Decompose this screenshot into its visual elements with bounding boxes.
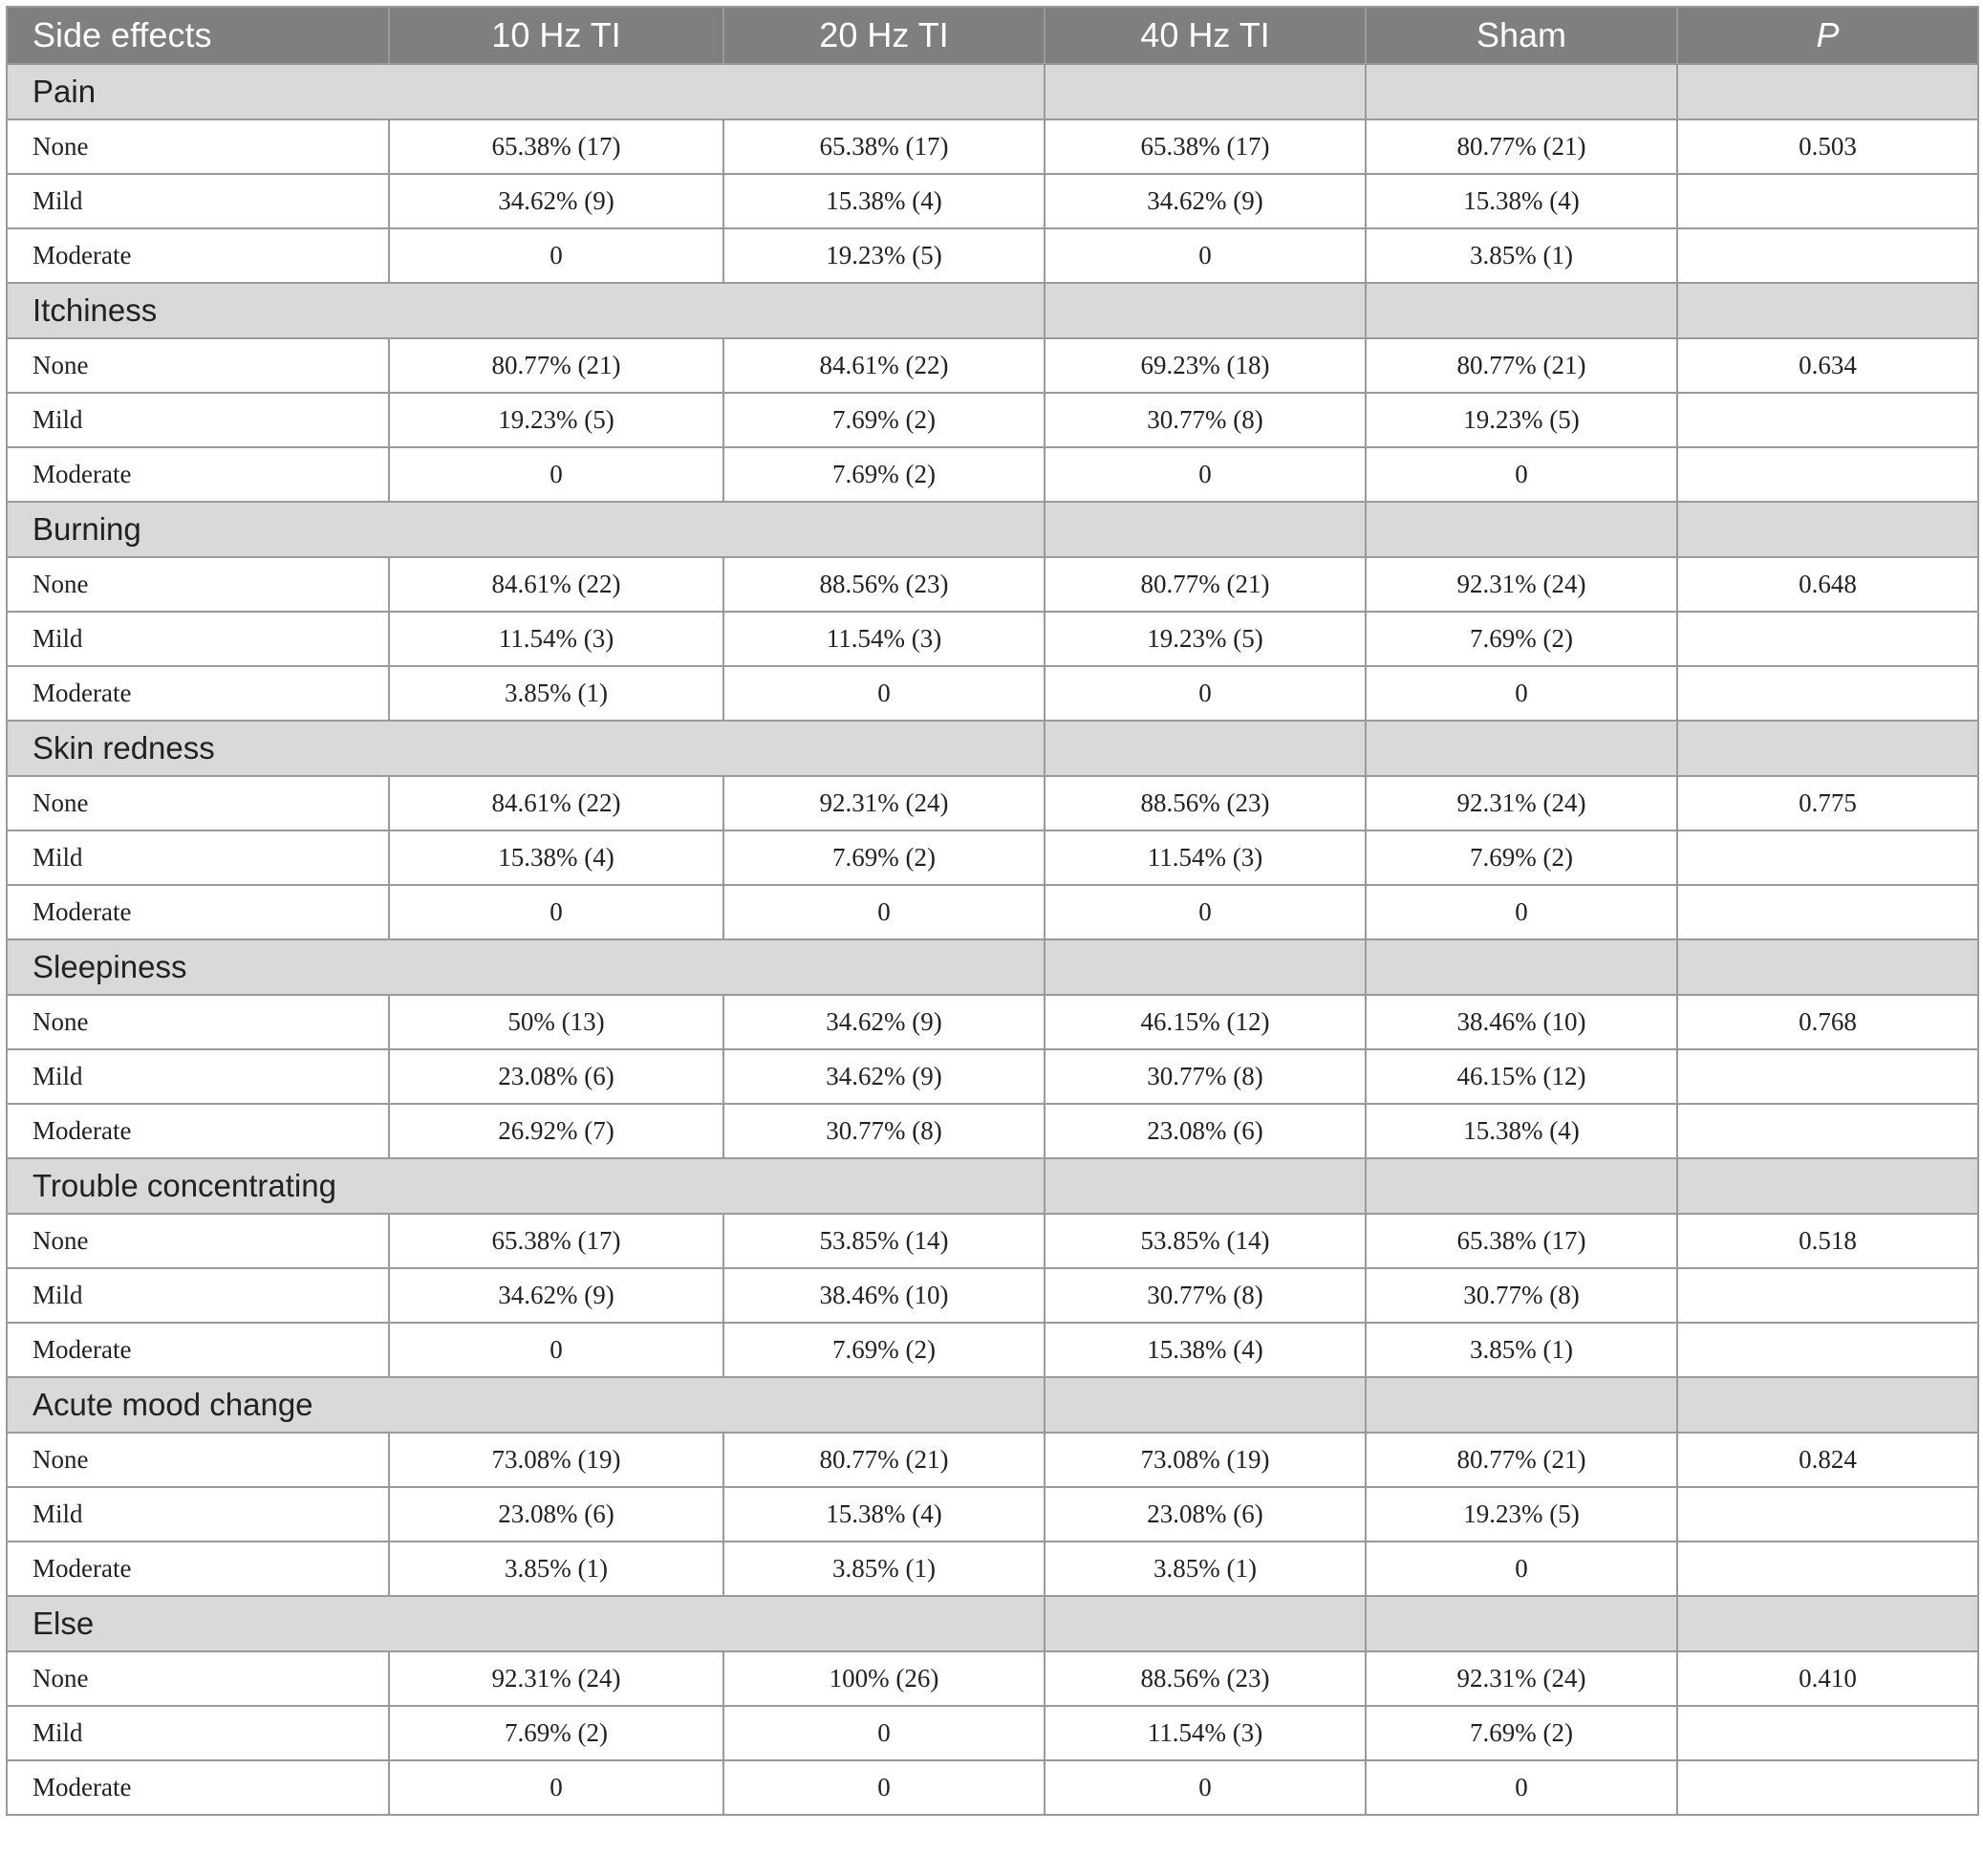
group-empty-cell bbox=[1045, 1596, 1366, 1651]
cell-10hz-ti: 3.85% (1) bbox=[389, 1542, 723, 1596]
group-label: Skin redness bbox=[7, 721, 1045, 776]
group-empty-cell bbox=[1677, 64, 1978, 119]
group-label: Trouble concentrating bbox=[7, 1158, 1045, 1214]
cell-p-value bbox=[1677, 1760, 1978, 1815]
header-40hz-ti: 40 Hz TI bbox=[1045, 7, 1366, 64]
severity-label: Moderate bbox=[7, 1104, 389, 1158]
cell-40hz-ti: 73.08% (19) bbox=[1045, 1433, 1366, 1487]
group-row bbox=[7, 1158, 1978, 1214]
cell-p-value: 0.768 bbox=[1677, 995, 1978, 1049]
table-row bbox=[7, 393, 1978, 447]
cell-10hz-ti: 34.62% (9) bbox=[389, 174, 723, 228]
cell-sham: 92.31% (24) bbox=[1366, 557, 1677, 612]
cell-20hz-ti: 7.69% (2) bbox=[723, 393, 1045, 447]
cell-10hz-ti: 3.85% (1) bbox=[389, 666, 723, 721]
cell-10hz-ti: 84.61% (22) bbox=[389, 557, 723, 612]
cell-p-value: 0.648 bbox=[1677, 557, 1978, 612]
cell-10hz-ti: 80.77% (21) bbox=[389, 338, 723, 393]
cell-p-value bbox=[1677, 1323, 1978, 1377]
severity-label: Moderate bbox=[7, 885, 389, 939]
cell-sham: 0 bbox=[1366, 1542, 1677, 1596]
cell-p-value: 0.824 bbox=[1677, 1433, 1978, 1487]
group-empty-cell bbox=[1045, 721, 1366, 776]
header-row bbox=[7, 7, 1978, 64]
cell-p-value bbox=[1677, 666, 1978, 721]
severity-label: Moderate bbox=[7, 1323, 389, 1377]
cell-sham: 80.77% (21) bbox=[1366, 119, 1677, 174]
cell-p-value: 0.775 bbox=[1677, 776, 1978, 830]
cell-sham: 19.23% (5) bbox=[1366, 393, 1677, 447]
cell-20hz-ti: 7.69% (2) bbox=[723, 830, 1045, 885]
cell-20hz-ti: 0 bbox=[723, 1760, 1045, 1815]
group-label: Itchiness bbox=[7, 283, 1045, 338]
cell-20hz-ti: 80.77% (21) bbox=[723, 1433, 1045, 1487]
severity-label: Moderate bbox=[7, 228, 389, 283]
cell-10hz-ti: 65.38% (17) bbox=[389, 119, 723, 174]
cell-20hz-ti: 34.62% (9) bbox=[723, 1049, 1045, 1104]
group-label: Acute mood change bbox=[7, 1377, 1045, 1433]
header-20hz-ti: 20 Hz TI bbox=[723, 7, 1045, 64]
cell-10hz-ti: 26.92% (7) bbox=[389, 1104, 723, 1158]
cell-40hz-ti: 0 bbox=[1045, 447, 1366, 502]
cell-20hz-ti: 15.38% (4) bbox=[723, 174, 1045, 228]
cell-p-value bbox=[1677, 1542, 1978, 1596]
severity-label: Moderate bbox=[7, 447, 389, 502]
cell-40hz-ti: 80.77% (21) bbox=[1045, 557, 1366, 612]
group-empty-cell bbox=[1677, 721, 1978, 776]
header-side-effects: Side effects bbox=[7, 7, 389, 64]
table-row bbox=[7, 119, 1978, 174]
cell-sham: 92.31% (24) bbox=[1366, 776, 1677, 830]
cell-40hz-ti: 65.38% (17) bbox=[1045, 119, 1366, 174]
cell-40hz-ti: 30.77% (8) bbox=[1045, 1268, 1366, 1323]
cell-40hz-ti: 69.23% (18) bbox=[1045, 338, 1366, 393]
cell-40hz-ti: 0 bbox=[1045, 228, 1366, 283]
group-row bbox=[7, 502, 1978, 557]
cell-40hz-ti: 88.56% (23) bbox=[1045, 776, 1366, 830]
severity-label: Moderate bbox=[7, 1760, 389, 1815]
cell-sham: 3.85% (1) bbox=[1366, 1323, 1677, 1377]
cell-20hz-ti: 38.46% (10) bbox=[723, 1268, 1045, 1323]
cell-p-value: 0.410 bbox=[1677, 1651, 1978, 1706]
severity-label: Mild bbox=[7, 1706, 389, 1760]
header-p-value: P bbox=[1677, 7, 1978, 64]
cell-sham: 30.77% (8) bbox=[1366, 1268, 1677, 1323]
cell-10hz-ti: 0 bbox=[389, 1323, 723, 1377]
severity-label: None bbox=[7, 776, 389, 830]
cell-sham: 7.69% (2) bbox=[1366, 612, 1677, 666]
cell-sham: 0 bbox=[1366, 447, 1677, 502]
table-row bbox=[7, 1049, 1978, 1104]
table-row bbox=[7, 557, 1978, 612]
group-empty-cell bbox=[1677, 1596, 1978, 1651]
group-empty-cell bbox=[1366, 1377, 1677, 1433]
table-row bbox=[7, 1760, 1978, 1815]
cell-40hz-ti: 53.85% (14) bbox=[1045, 1214, 1366, 1268]
group-row bbox=[7, 721, 1978, 776]
cell-40hz-ti: 11.54% (3) bbox=[1045, 1706, 1366, 1760]
cell-40hz-ti: 34.62% (9) bbox=[1045, 174, 1366, 228]
severity-label: Mild bbox=[7, 612, 389, 666]
group-empty-cell bbox=[1045, 939, 1366, 995]
cell-10hz-ti: 0 bbox=[389, 1760, 723, 1815]
severity-label: None bbox=[7, 995, 389, 1049]
cell-p-value bbox=[1677, 174, 1978, 228]
severity-label: Mild bbox=[7, 1268, 389, 1323]
cell-p-value bbox=[1677, 830, 1978, 885]
cell-10hz-ti: 65.38% (17) bbox=[389, 1214, 723, 1268]
group-empty-cell bbox=[1366, 721, 1677, 776]
cell-sham: 15.38% (4) bbox=[1366, 174, 1677, 228]
cell-10hz-ti: 34.62% (9) bbox=[389, 1268, 723, 1323]
cell-20hz-ti: 92.31% (24) bbox=[723, 776, 1045, 830]
table-row bbox=[7, 612, 1978, 666]
group-empty-cell bbox=[1366, 502, 1677, 557]
group-empty-cell bbox=[1677, 502, 1978, 557]
cell-sham: 0 bbox=[1366, 1760, 1677, 1815]
cell-sham: 46.15% (12) bbox=[1366, 1049, 1677, 1104]
group-row bbox=[7, 283, 1978, 338]
cell-sham: 15.38% (4) bbox=[1366, 1104, 1677, 1158]
cell-10hz-ti: 23.08% (6) bbox=[389, 1049, 723, 1104]
table-row bbox=[7, 1268, 1978, 1323]
cell-20hz-ti: 100% (26) bbox=[723, 1651, 1045, 1706]
group-empty-cell bbox=[1366, 939, 1677, 995]
cell-40hz-ti: 88.56% (23) bbox=[1045, 1651, 1366, 1706]
table-row bbox=[7, 1433, 1978, 1487]
cell-p-value bbox=[1677, 1104, 1978, 1158]
cell-40hz-ti: 15.38% (4) bbox=[1045, 1323, 1366, 1377]
cell-10hz-ti: 23.08% (6) bbox=[389, 1487, 723, 1542]
severity-label: Mild bbox=[7, 1487, 389, 1542]
cell-10hz-ti: 73.08% (19) bbox=[389, 1433, 723, 1487]
group-empty-cell bbox=[1677, 1377, 1978, 1433]
cell-10hz-ti: 15.38% (4) bbox=[389, 830, 723, 885]
cell-sham: 7.69% (2) bbox=[1366, 1706, 1677, 1760]
cell-p-value bbox=[1677, 1268, 1978, 1323]
cell-40hz-ti: 0 bbox=[1045, 1760, 1366, 1815]
table-row bbox=[7, 666, 1978, 721]
group-empty-cell bbox=[1045, 283, 1366, 338]
cell-p-value bbox=[1677, 228, 1978, 283]
cell-40hz-ti: 30.77% (8) bbox=[1045, 393, 1366, 447]
severity-label: Moderate bbox=[7, 666, 389, 721]
table-row bbox=[7, 776, 1978, 830]
severity-label: Moderate bbox=[7, 1542, 389, 1596]
table-row bbox=[7, 174, 1978, 228]
table-header bbox=[7, 7, 1978, 64]
severity-label: Mild bbox=[7, 1049, 389, 1104]
group-empty-cell bbox=[1366, 64, 1677, 119]
cell-40hz-ti: 0 bbox=[1045, 885, 1366, 939]
cell-20hz-ti: 34.62% (9) bbox=[723, 995, 1045, 1049]
cell-20hz-ti: 0 bbox=[723, 666, 1045, 721]
group-empty-cell bbox=[1366, 283, 1677, 338]
group-row bbox=[7, 939, 1978, 995]
cell-20hz-ti: 65.38% (17) bbox=[723, 119, 1045, 174]
cell-20hz-ti: 84.61% (22) bbox=[723, 338, 1045, 393]
group-row bbox=[7, 1596, 1978, 1651]
cell-sham: 7.69% (2) bbox=[1366, 830, 1677, 885]
group-empty-cell bbox=[1677, 939, 1978, 995]
group-empty-cell bbox=[1045, 64, 1366, 119]
cell-10hz-ti: 92.31% (24) bbox=[389, 1651, 723, 1706]
table-row bbox=[7, 1542, 1978, 1596]
group-label: Sleepiness bbox=[7, 939, 1045, 995]
cell-p-value bbox=[1677, 612, 1978, 666]
cell-40hz-ti: 23.08% (6) bbox=[1045, 1104, 1366, 1158]
table-row bbox=[7, 830, 1978, 885]
cell-20hz-ti: 30.77% (8) bbox=[723, 1104, 1045, 1158]
group-empty-cell bbox=[1045, 1158, 1366, 1214]
severity-label: None bbox=[7, 1433, 389, 1487]
cell-20hz-ti: 11.54% (3) bbox=[723, 612, 1045, 666]
cell-sham: 80.77% (21) bbox=[1366, 1433, 1677, 1487]
group-row bbox=[7, 64, 1978, 119]
cell-p-value: 0.503 bbox=[1677, 119, 1978, 174]
table-row bbox=[7, 995, 1978, 1049]
cell-20hz-ti: 7.69% (2) bbox=[723, 1323, 1045, 1377]
severity-label: None bbox=[7, 119, 389, 174]
severity-label: None bbox=[7, 1651, 389, 1706]
cell-p-value bbox=[1677, 447, 1978, 502]
cell-40hz-ti: 23.08% (6) bbox=[1045, 1487, 1366, 1542]
cell-40hz-ti: 11.54% (3) bbox=[1045, 830, 1366, 885]
group-label: Burning bbox=[7, 502, 1045, 557]
cell-20hz-ti: 15.38% (4) bbox=[723, 1487, 1045, 1542]
group-empty-cell bbox=[1045, 1377, 1366, 1433]
group-empty-cell bbox=[1045, 502, 1366, 557]
severity-label: None bbox=[7, 1214, 389, 1268]
cell-10hz-ti: 0 bbox=[389, 447, 723, 502]
severity-label: Mild bbox=[7, 830, 389, 885]
cell-20hz-ti: 88.56% (23) bbox=[723, 557, 1045, 612]
cell-40hz-ti: 0 bbox=[1045, 666, 1366, 721]
cell-p-value bbox=[1677, 393, 1978, 447]
cell-10hz-ti: 19.23% (5) bbox=[389, 393, 723, 447]
cell-10hz-ti: 84.61% (22) bbox=[389, 776, 723, 830]
cell-40hz-ti: 46.15% (12) bbox=[1045, 995, 1366, 1049]
cell-sham: 19.23% (5) bbox=[1366, 1487, 1677, 1542]
cell-10hz-ti: 0 bbox=[389, 228, 723, 283]
table-row bbox=[7, 1706, 1978, 1760]
group-label: Else bbox=[7, 1596, 1045, 1651]
severity-label: None bbox=[7, 338, 389, 393]
cell-20hz-ti: 0 bbox=[723, 1706, 1045, 1760]
cell-10hz-ti: 11.54% (3) bbox=[389, 612, 723, 666]
cell-20hz-ti: 0 bbox=[723, 885, 1045, 939]
cell-p-value bbox=[1677, 1706, 1978, 1760]
header-10hz-ti: 10 Hz TI bbox=[389, 7, 723, 64]
severity-label: Mild bbox=[7, 174, 389, 228]
cell-sham: 80.77% (21) bbox=[1366, 338, 1677, 393]
table-row bbox=[7, 228, 1978, 283]
group-empty-cell bbox=[1677, 1158, 1978, 1214]
cell-p-value bbox=[1677, 1049, 1978, 1104]
group-empty-cell bbox=[1366, 1158, 1677, 1214]
cell-p-value bbox=[1677, 885, 1978, 939]
cell-40hz-ti: 3.85% (1) bbox=[1045, 1542, 1366, 1596]
table-row bbox=[7, 447, 1978, 502]
group-label: Pain bbox=[7, 64, 1045, 119]
severity-label: Mild bbox=[7, 393, 389, 447]
cell-10hz-ti: 7.69% (2) bbox=[389, 1706, 723, 1760]
cell-sham: 65.38% (17) bbox=[1366, 1214, 1677, 1268]
cell-40hz-ti: 30.77% (8) bbox=[1045, 1049, 1366, 1104]
cell-40hz-ti: 19.23% (5) bbox=[1045, 612, 1366, 666]
cell-20hz-ti: 53.85% (14) bbox=[723, 1214, 1045, 1268]
group-row bbox=[7, 1377, 1978, 1433]
group-empty-cell bbox=[1366, 1596, 1677, 1651]
cell-sham: 0 bbox=[1366, 885, 1677, 939]
header-sham: Sham bbox=[1366, 7, 1677, 64]
table-row bbox=[7, 885, 1978, 939]
cell-p-value bbox=[1677, 1487, 1978, 1542]
cell-20hz-ti: 7.69% (2) bbox=[723, 447, 1045, 502]
cell-sham: 0 bbox=[1366, 666, 1677, 721]
table-body bbox=[7, 64, 1978, 1815]
cell-sham: 3.85% (1) bbox=[1366, 228, 1677, 283]
table-row bbox=[7, 1651, 1978, 1706]
cell-p-value: 0.518 bbox=[1677, 1214, 1978, 1268]
table-row bbox=[7, 338, 1978, 393]
group-empty-cell bbox=[1677, 283, 1978, 338]
table-row bbox=[7, 1323, 1978, 1377]
cell-10hz-ti: 50% (13) bbox=[389, 995, 723, 1049]
cell-20hz-ti: 3.85% (1) bbox=[723, 1542, 1045, 1596]
cell-p-value: 0.634 bbox=[1677, 338, 1978, 393]
cell-10hz-ti: 0 bbox=[389, 885, 723, 939]
table-row bbox=[7, 1214, 1978, 1268]
cell-20hz-ti: 19.23% (5) bbox=[723, 228, 1045, 283]
cell-sham: 38.46% (10) bbox=[1366, 995, 1677, 1049]
table-row bbox=[7, 1487, 1978, 1542]
cell-sham: 92.31% (24) bbox=[1366, 1651, 1677, 1706]
side-effects-table-container bbox=[6, 6, 1977, 1816]
table-row bbox=[7, 1104, 1978, 1158]
severity-label: None bbox=[7, 557, 389, 612]
side-effects-table bbox=[6, 6, 1979, 1816]
